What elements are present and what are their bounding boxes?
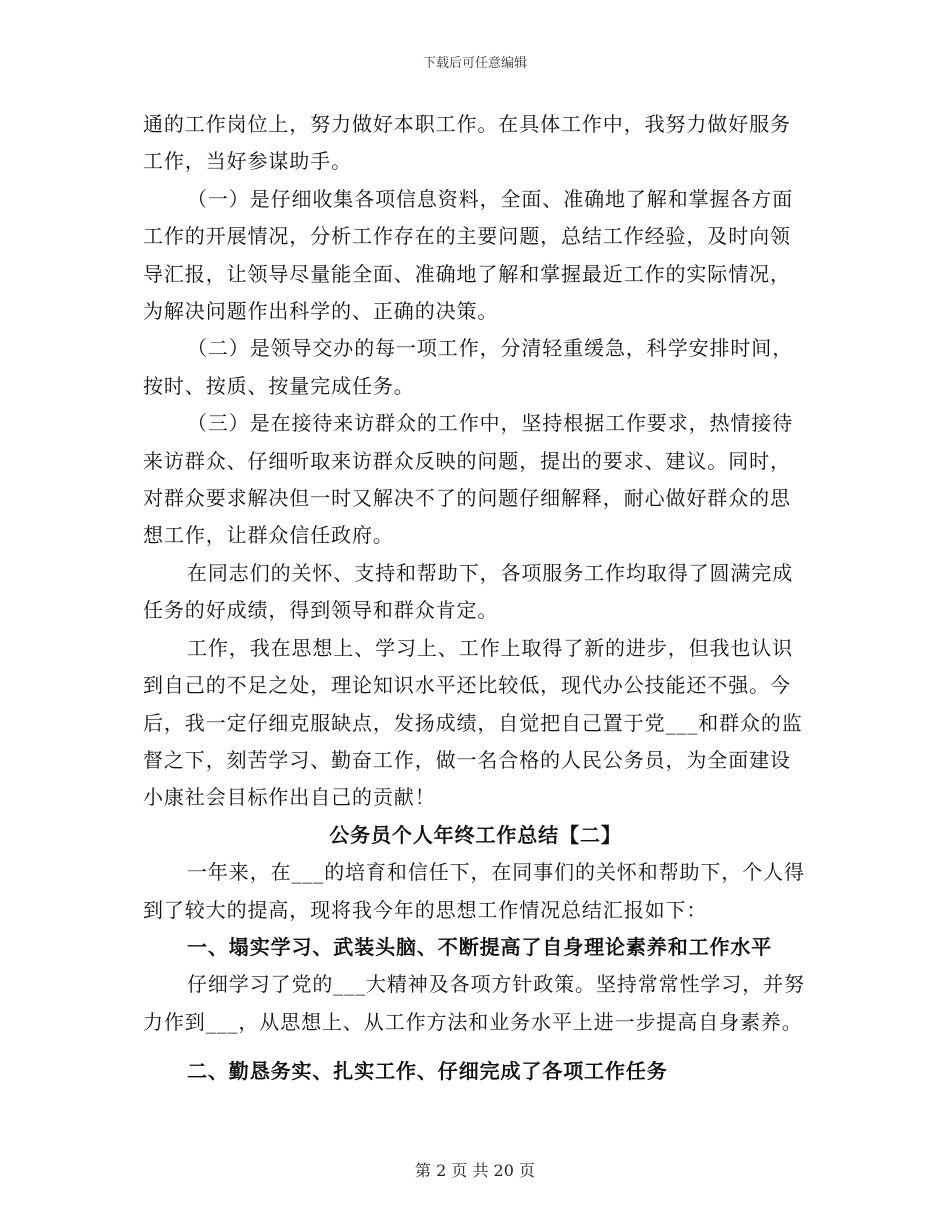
page-number: 第 2 页 共 20 页	[415, 1161, 535, 1180]
paragraph-item-3: （三）是在接待来访群众的工作中，坚持根据工作要求，热情接待来访群众、仔细听取来访群众反映的问题，提出的要求、建议。同时，对群众要求解决但一时又解决不了的问题仔细解释，耐心做好群众的思想工作，让群众信任政府。	[143, 411, 794, 548]
paragraph-results: 在同志们的关怀、支持和帮助下，各项服务工作均取得了圆满完成任务的好成绩，得到领导和群众肯定。	[143, 560, 794, 623]
sub-heading-1: 一、塌实学习、武装头脑、不断提高了自身理论素养和工作水平	[187, 934, 773, 959]
paragraph-conclusion: 工作，我在思想上、学习上、工作上取得了新的进步，但我也认识到自己的不足之处，理论知识水平还比较低，现代办公技能还不强。今后，我一定仔细克服缺点，发扬成绩，自觉把自己置于党___和群众的监督之下，刻苦学习、勤奋工作，做一名合格的人民公务员，为全面建设小康社会目标作出自己的贡献！	[143, 635, 803, 810]
document-body	[143, 106, 808, 1091]
paragraph-item-1: （一）是仔细收集各项信息资料，全面、准确地了解和掌握各方面工作的开展情况，分析工作存在的主要问题，总结工作经验，及时向领导汇报，让领导尽量能全面、准确地了解和掌握最近工作的实际情况，为解决问题作出科学的、正确的决策。	[143, 186, 794, 324]
paragraph-study: 仔细学习了党的___大精神及各项方针政策。坚持常常性学习，并努力作到___，从思想上、从工作方法和业务水平上进一步提高自身素养。	[143, 972, 805, 1034]
section-heading: 公务员个人年终工作总结【二】	[329, 822, 622, 847]
page-header-note: 下载后可任意编辑	[422, 56, 527, 71]
paragraph-item-2: （二）是领导交办的每一项工作，分清轻重缓急，科学安排时间，按时、按质、按量完成任务。	[143, 336, 794, 398]
paragraph-continuation: 通的工作岗位上，努力做好本职工作。在具体工作中，我努力做好服务工作，当好参谋助手。	[143, 112, 791, 174]
paragraph-intro: 一年来，在___的培育和信任下，在同事们的关怀和帮助下，个人得到了较大的提高，现将我今年的思想工作情况总结汇报如下：	[143, 860, 805, 922]
sub-heading-2: 二、勤恳务实、扎实工作、仔细完成了各项工作任务	[187, 1059, 668, 1084]
